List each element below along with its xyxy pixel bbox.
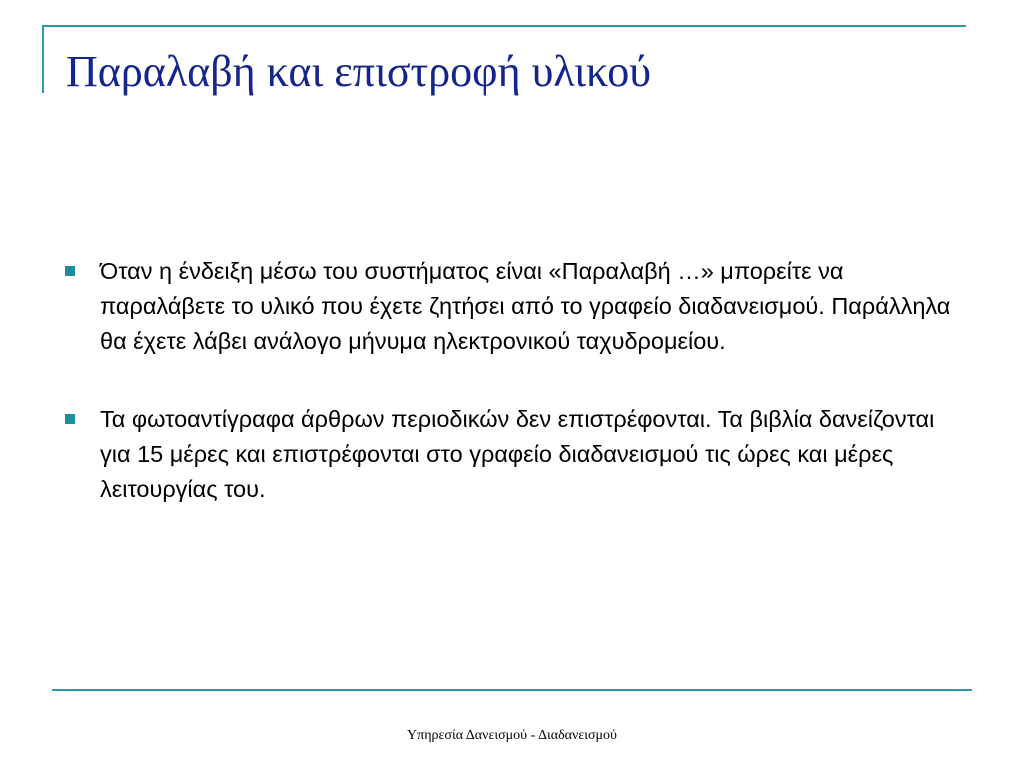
left-rule — [42, 25, 44, 93]
slide-title: Παραλαβή και επιστροφή υλικού — [66, 47, 651, 96]
bullet-item — [60, 402, 970, 507]
bullet-item — [60, 254, 970, 359]
bullet-text: Τα φωτοαντίγραφα άρθρων περιοδικών δεν επιστρέφονται. Τα βιβλία δανείζονται για 15 μέρες και επιστρέφονται στο γραφείο διαδανεισμού τις ώρες και μέρες λειτουργίας του. — [100, 406, 935, 502]
top-rule — [42, 25, 966, 27]
slide-footer: Υπηρεσία Δανεισμού - Διαδανεισμού — [407, 728, 617, 743]
square-bullet-icon — [65, 266, 75, 276]
bottom-rule — [52, 689, 972, 691]
bullet-list — [60, 254, 970, 550]
square-bullet-icon — [65, 414, 75, 424]
bullet-text: Όταν η ένδειξη μέσω του συστήματος είναι «Παραλαβή …» μπορείτε να παραλάβετε το υλικό που έχετε ζητήσει από το γραφείο διαδανεισμού. Παράλληλα θα έχετε λάβει ανάλογο μήνυμα ηλεκτρονικού ταχυδρομείου. — [100, 258, 951, 354]
